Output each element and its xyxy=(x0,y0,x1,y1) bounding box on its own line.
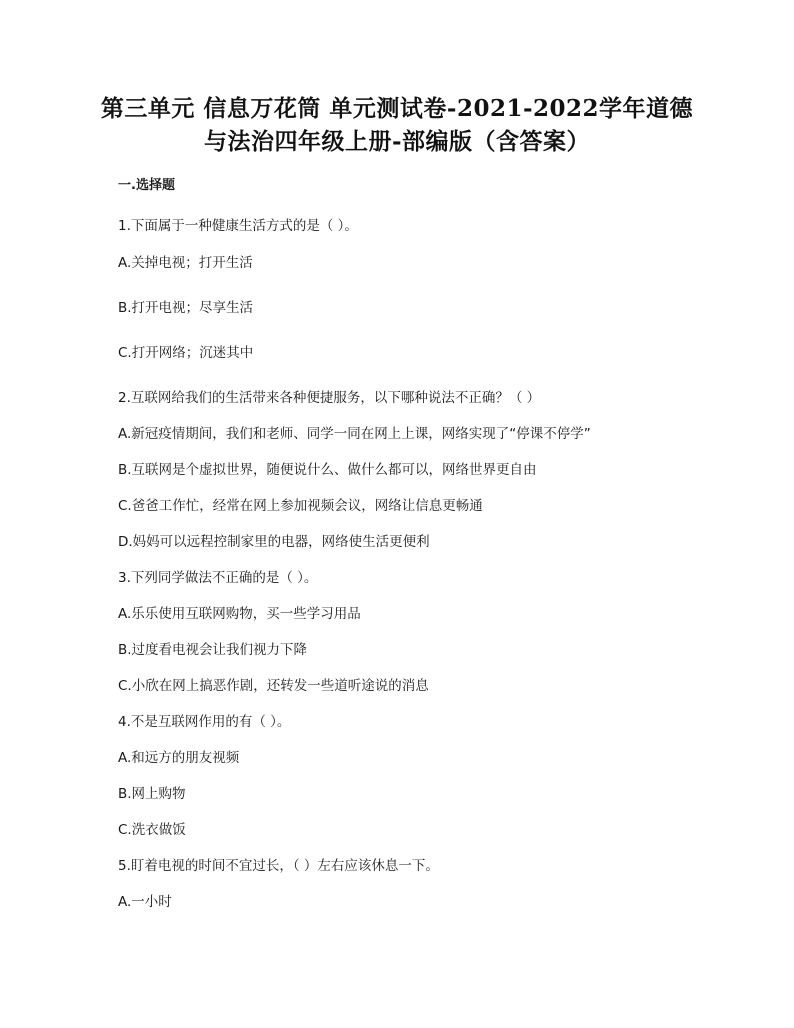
question-3-option-b: B.过度看电视会让我们视力下降 xyxy=(118,642,308,658)
question-4-option-b: B.网上购物 xyxy=(118,786,186,802)
question-4-option-a: A.和远方的朋友视频 xyxy=(118,750,240,766)
question-1-option-a: A.关掉电视；打开生活 xyxy=(118,255,253,271)
question-2-option-d: D.妈妈可以远程控制家里的电器，网络使生活更便利 xyxy=(118,534,430,550)
question-2: 2.互联网给我们的生活带来各种便捷服务，以下哪种说法不正确？（ ） xyxy=(118,390,541,406)
question-3-option-c: C.小欣在网上搞恶作剧，还转发一些道听途说的消息 xyxy=(118,678,429,694)
question-1-option-c: C.打开网络；沉迷其中 xyxy=(118,345,254,361)
document-title-line-1: 第三单元 信息万花筒 单元测试卷-2021-2022学年道德 xyxy=(100,95,694,122)
question-2-option-c: C.爸爸工作忙，经常在网上参加视频会议，网络让信息更畅通 xyxy=(118,498,483,514)
document-title-line-2: 与法治四年级上册-部编版（含答案） xyxy=(203,128,591,155)
question-2-option-a: A.新冠疫情期间，我们和老师、同学一同在网上上课，网络实现了“停课不停学” xyxy=(118,426,591,442)
question-3-option-a: A.乐乐使用互联网购物，买一些学习用品 xyxy=(118,606,361,622)
question-1-option-b: B.打开电视；尽享生活 xyxy=(118,300,254,316)
question-4: 4.不是互联网作用的有（ ）。 xyxy=(118,714,291,730)
question-5: 5.盯着电视的时间不宜过长，（ ）左右应该休息一下。 xyxy=(118,858,439,874)
question-3: 3.下列同学做法不正确的是（ ）。 xyxy=(118,570,318,586)
question-1: 1.下面属于一种健康生活方式的是（ ）。 xyxy=(118,218,358,234)
question-2-option-b: B.互联网是个虚拟世界，随便说什么、做什么都可以，网络世界更自由 xyxy=(118,462,537,478)
question-4-option-c: C.洗衣做饭 xyxy=(118,822,186,838)
question-5-option-a: A.一小时 xyxy=(118,894,172,910)
section-heading: 一.选择题 xyxy=(118,178,175,193)
